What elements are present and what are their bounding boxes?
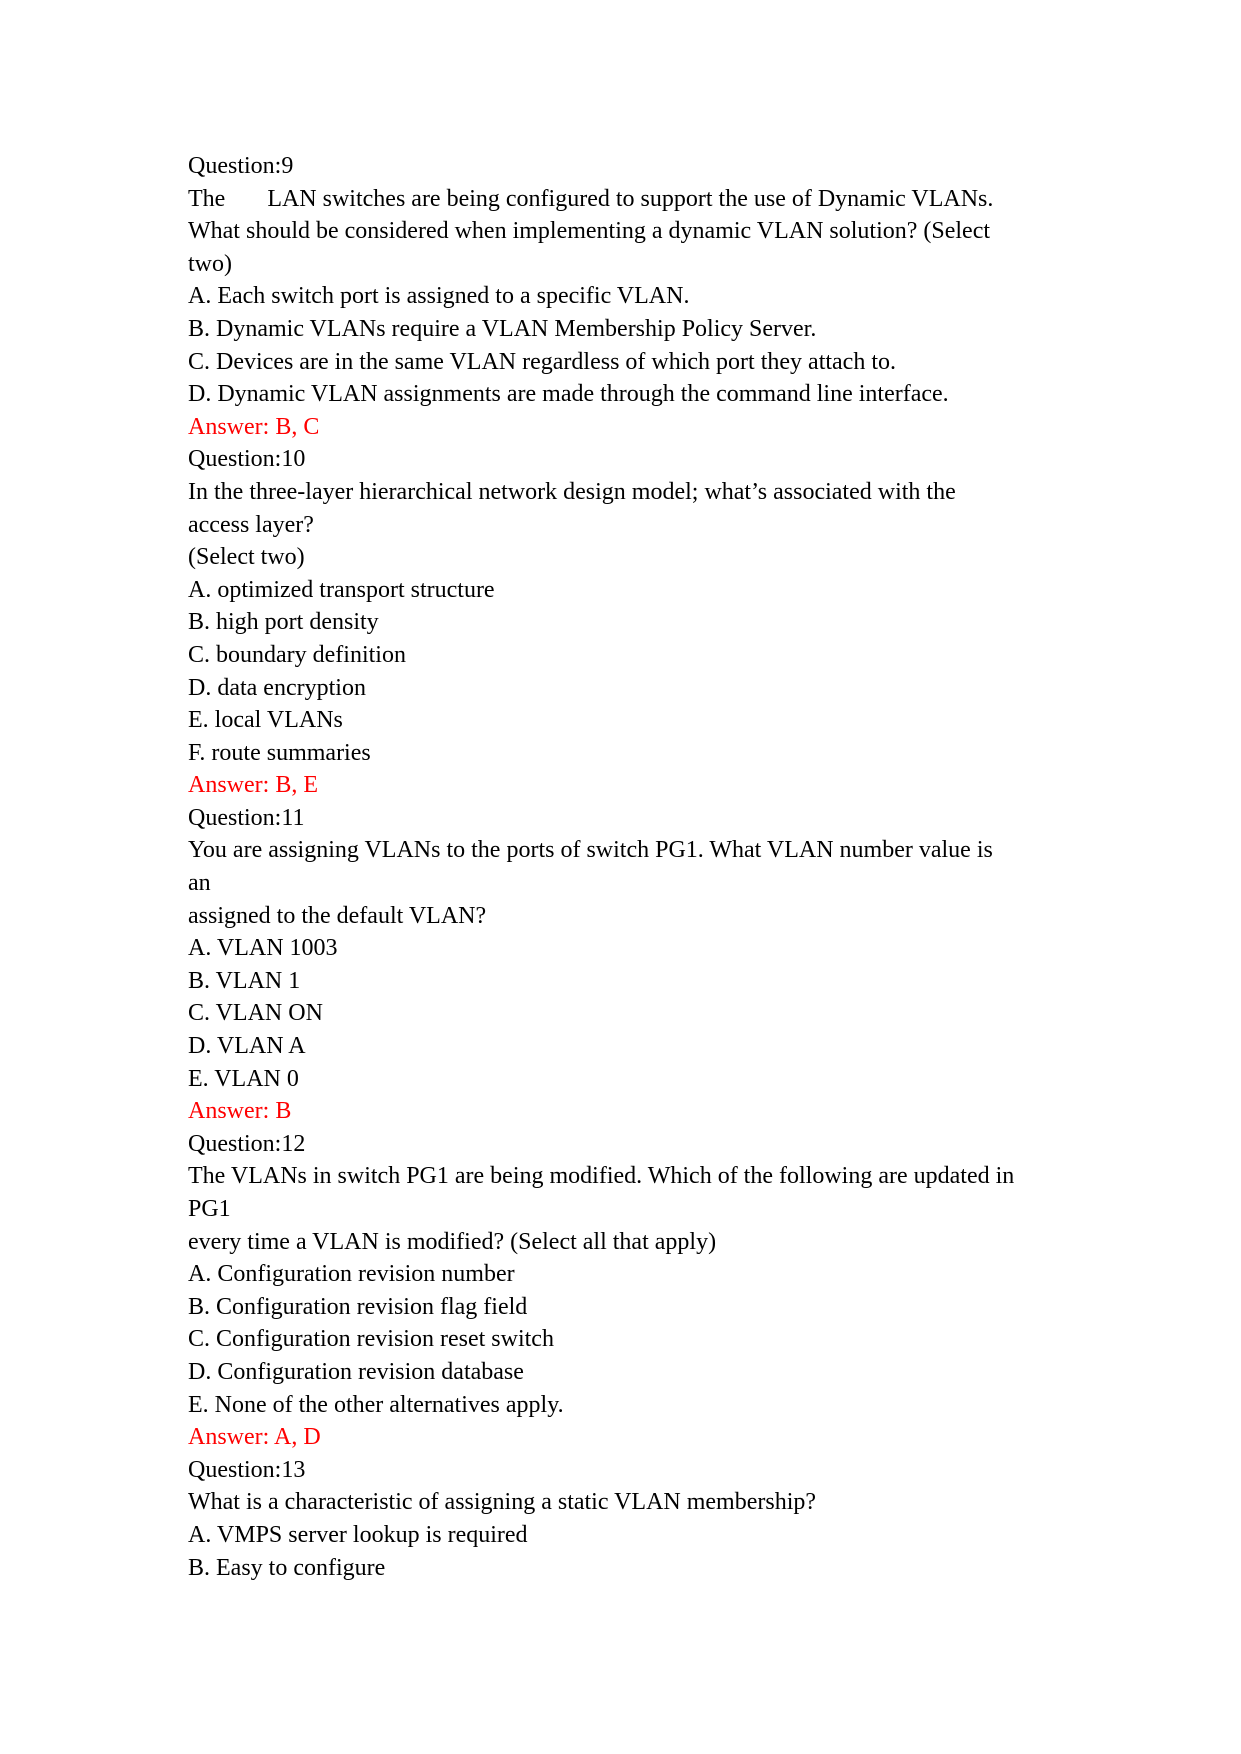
option-line: D. VLAN A [188, 1033, 306, 1060]
question-text-line: (Select two) [188, 544, 305, 571]
question-text-line: two) [188, 250, 232, 277]
question-text-line: assigned to the default VLAN? [188, 902, 487, 929]
question-number-line: Question:10 [188, 446, 306, 473]
question-number-line: Question:12 [188, 1130, 306, 1157]
option-line: B. Configuration revision flag field [188, 1293, 528, 1320]
answer-line: Answer: B, E [188, 772, 318, 799]
option-line: E. local VLANs [188, 707, 343, 734]
option-line: D. Dynamic VLAN assignments are made through the command line interface. [188, 381, 949, 408]
question-text-line: an [188, 870, 211, 897]
option-line: B. Easy to configure [188, 1554, 386, 1581]
question-text-line: What should be considered when implementing a dynamic VLAN solution? (Select [188, 218, 991, 245]
question-number-line: Question:13 [188, 1456, 306, 1483]
option-line: B. VLAN 1 [188, 967, 301, 994]
option-line: E. None of the other alternatives apply. [188, 1391, 564, 1418]
question-text-line: every time a VLAN is modified? (Select all that apply) [188, 1228, 717, 1255]
question-text-line: The VLANs in switch PG1 are being modified. Which of the following are updated in [188, 1163, 1015, 1190]
question-text-line: The LAN switches are being configured to support the use of Dynamic VLANs. [188, 185, 994, 212]
option-line: D. data encryption [188, 674, 366, 701]
option-line: A. Each switch port is assigned to a specific VLAN. [188, 283, 690, 310]
answer-line: Answer: A, D [188, 1424, 321, 1451]
question-text-line: You are assigning VLANs to the ports of switch PG1. What VLAN number value is [188, 837, 993, 864]
option-line: C. VLAN ON [188, 1000, 323, 1027]
answer-line: Answer: B [188, 1098, 292, 1125]
option-line: A. Configuration revision number [188, 1261, 515, 1288]
question-text-line: PG1 [188, 1196, 231, 1222]
question-text-line: What is a characteristic of assigning a static VLAN membership? [188, 1489, 817, 1516]
option-line: B. high port density [188, 609, 379, 636]
question-text-line: access layer? [188, 511, 314, 538]
question-number-line: Question:9 [188, 153, 294, 179]
option-line: A. VMPS server lookup is required [188, 1521, 528, 1548]
option-line: A. optimized transport structure [188, 576, 495, 603]
option-line: B. Dynamic VLANs require a VLAN Membership Policy Server. [188, 315, 817, 342]
option-line: A. VLAN 1003 [188, 935, 338, 962]
option-line: C. Configuration revision reset switch [188, 1326, 554, 1353]
option-line: D. Configuration revision database [188, 1358, 524, 1385]
option-line: E. VLAN 0 [188, 1065, 299, 1092]
question-number-line: Question:11 [188, 804, 305, 831]
question-text-line: In the three-layer hierarchical network design model; what’s associated with the [188, 478, 956, 505]
option-line: C. Devices are in the same VLAN regardless of which port they attach to. [188, 348, 896, 375]
document-page [188, 150, 1068, 1584]
option-line: F. route summaries [188, 739, 371, 766]
answer-line: Answer: B, C [188, 413, 320, 440]
option-line: C. boundary definition [188, 641, 406, 668]
